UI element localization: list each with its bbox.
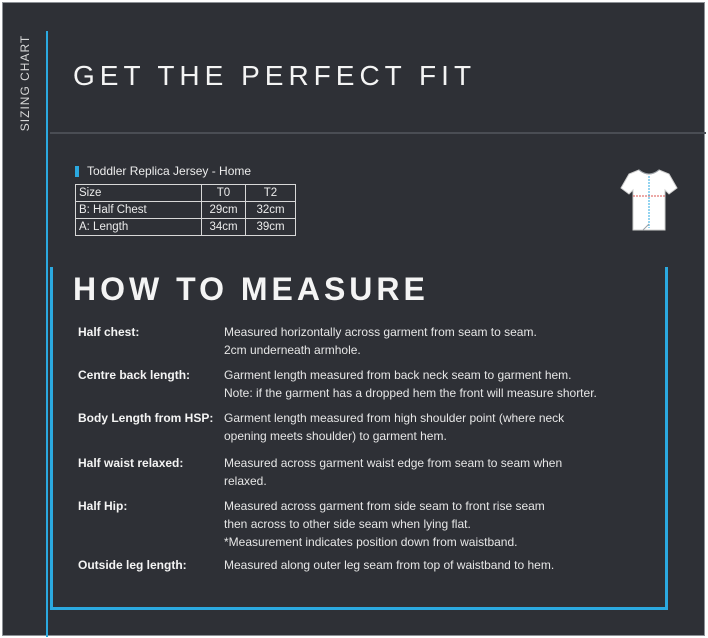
table-cell: A: Length	[76, 219, 202, 236]
how-to-measure-title: HOW TO MEASURE	[73, 271, 429, 307]
measure-description	[224, 366, 654, 402]
measure-term: Outside leg length:	[78, 558, 187, 572]
product-name-text: Toddler Replica Jersey - Home	[87, 164, 252, 178]
measure-description	[224, 409, 654, 445]
measure-description	[224, 497, 654, 551]
description-line: opening meets shoulder) to garment hem.	[224, 429, 447, 443]
accent-vertical-line	[46, 31, 48, 637]
bullet-marker	[75, 166, 79, 177]
description-line: 2cm underneath armhole.	[224, 343, 361, 357]
side-tab[interactable]	[3, 3, 46, 637]
description-line: Measured across garment from side seam to front rise seam	[224, 499, 545, 513]
description-line: Note: if the garment has a dropped hem the front will measure shorter.	[224, 386, 597, 400]
description-line: Garment length measured from high shoulder point (where neck	[224, 411, 565, 425]
table-row	[76, 219, 296, 236]
description-line: Garment length measured from back neck seam to garment hem.	[224, 368, 572, 382]
divider	[50, 132, 706, 134]
description-line: *Measurement indicates position down from waistband.	[224, 535, 518, 549]
table-header-cell: T2	[246, 185, 296, 202]
page-title: GET THE PERFECT FIT	[73, 60, 477, 91]
size-table	[75, 184, 296, 236]
side-tab-label: SIZING CHART	[18, 34, 32, 132]
measure-description	[224, 323, 654, 359]
description-line: then across to other side seam when lying flat.	[224, 517, 471, 531]
measure-term: Half Hip:	[78, 499, 128, 513]
sizing-chart-panel	[2, 2, 705, 636]
table-cell: 29cm	[202, 202, 246, 219]
measure-description	[224, 556, 654, 574]
description-line: relaxed.	[224, 474, 267, 488]
table-header-cell: Size	[76, 185, 202, 202]
description-line: Measured horizontally across garment from seam to seam.	[224, 325, 537, 339]
table-header-cell: T0	[202, 185, 246, 202]
table-cell: 34cm	[202, 219, 246, 236]
description-line: Measured across garment waist edge from seam to seam when	[224, 456, 563, 470]
measure-description	[224, 454, 654, 490]
table-header-row	[76, 185, 296, 202]
measure-term: Centre back length:	[78, 368, 191, 382]
measure-term: Body Length from HSP:	[78, 411, 214, 425]
measure-term: Half waist relaxed:	[78, 456, 184, 470]
product-name	[75, 164, 251, 178]
description-line: Measured along outer leg seam from top of waistband to hem.	[224, 558, 555, 572]
table-cell: B: Half Chest	[76, 202, 202, 219]
measure-term: Half chest:	[78, 325, 140, 339]
table-cell: 32cm	[246, 202, 296, 219]
jersey-diagram-icon	[619, 166, 679, 234]
table-cell: 39cm	[246, 219, 296, 236]
table-row	[76, 202, 296, 219]
